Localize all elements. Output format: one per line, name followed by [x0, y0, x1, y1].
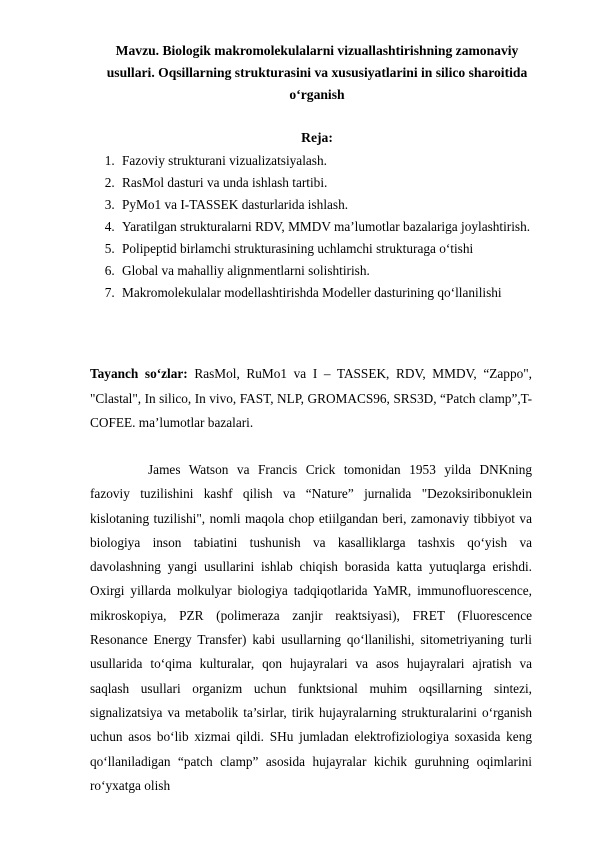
plan-heading: Reja:	[301, 130, 333, 145]
page-title: Mavzu. Biologik makromolekulalarni vizuallashtirishning zamonaviy usullari. Oqsillarning strukturasini va xususiyatlarini in silico sharoitida o‘rganish	[106, 43, 528, 102]
plan-item: 2. RasMol dasturi va unda ishlash tartibi.	[118, 172, 554, 194]
plan-item: 4. Yaratilgan strukturalarni RDV, MMDV ma’lumotlar bazalariga joylashtirish.	[118, 216, 554, 238]
body-text	[90, 458, 532, 798]
plan-item: 5. Polipeptid birlamchi strukturasining uchlamchi strukturaga o‘tishi	[118, 238, 554, 260]
plan-list	[96, 150, 554, 304]
body-paragraph: James Watson va Francis Crick tomonidan 1953 yilda DNKning fazoviy tuzilishini kashf qilish va “Nature” jurnalida "Dezoksiribonuklein kislotaning tuzilishi", nomli maqola chop etiilgandan beri, zamonaviy tibbiyot va biologiya inson tabiatini tushunish va kasalliklarga tashxis qo‘yish va davolashning yangi usullarini ishlab chiqish borasida katta yutuqlarga erishdi. Oxirgi yillarda molkulyar biologiya tadqiqotlarida YaMR, immunofluorescence, mikroskopiya, PZR (polimeraza zanjir reaktsiyasi), FRET (Fluorescence Resonance Energy Transfer) kabi usullarning qo‘llanilishi, sitometriyaning turli usullarida to‘qima kulturalar, qon hujayralari va asos hujayralari ajratish va saqlash usullari organizm uchun funktsional muhim oqsillarning sintezi, signalizatsiya va metabolik ta’sirlar, tirik hujayralarning strukturalarini o‘rganish uchun asos bo‘lib xizmai qildi. SHu jumladan elektrofiziologiya soxasida keng qo‘llaniladigan “patch clamp” asosida hujayralar kichik guruhning oqimlarini ro‘yxatga olish	[90, 462, 532, 793]
plan-item: 6. Global va mahalliy alignmentlarni solishtirish.	[118, 260, 554, 282]
keywords-label: Tayanch so‘zlar:	[90, 366, 188, 381]
plan-item: 3. PyMo1 va I-TASSEK dasturlarida ishlash.	[118, 194, 554, 216]
plan-item: 7. Makromolekulalar modellashtirishda Modeller dasturining qo‘llanilishi	[118, 282, 554, 304]
keywords-text: RasMol, RuMo1 va I – TASSEK, RDV, MMDV, “Zappo", "Clastal", In silico, In vivo, FAST, NLP, GROMACS96, SRS3D, “Patch clamp”,T-COFEE. ma’lumotlar bazalari.	[90, 366, 532, 430]
plan-item: 1. Fazoviy strukturani vizualizatsiyalash.	[118, 150, 554, 172]
keywords-paragraph	[90, 362, 532, 436]
